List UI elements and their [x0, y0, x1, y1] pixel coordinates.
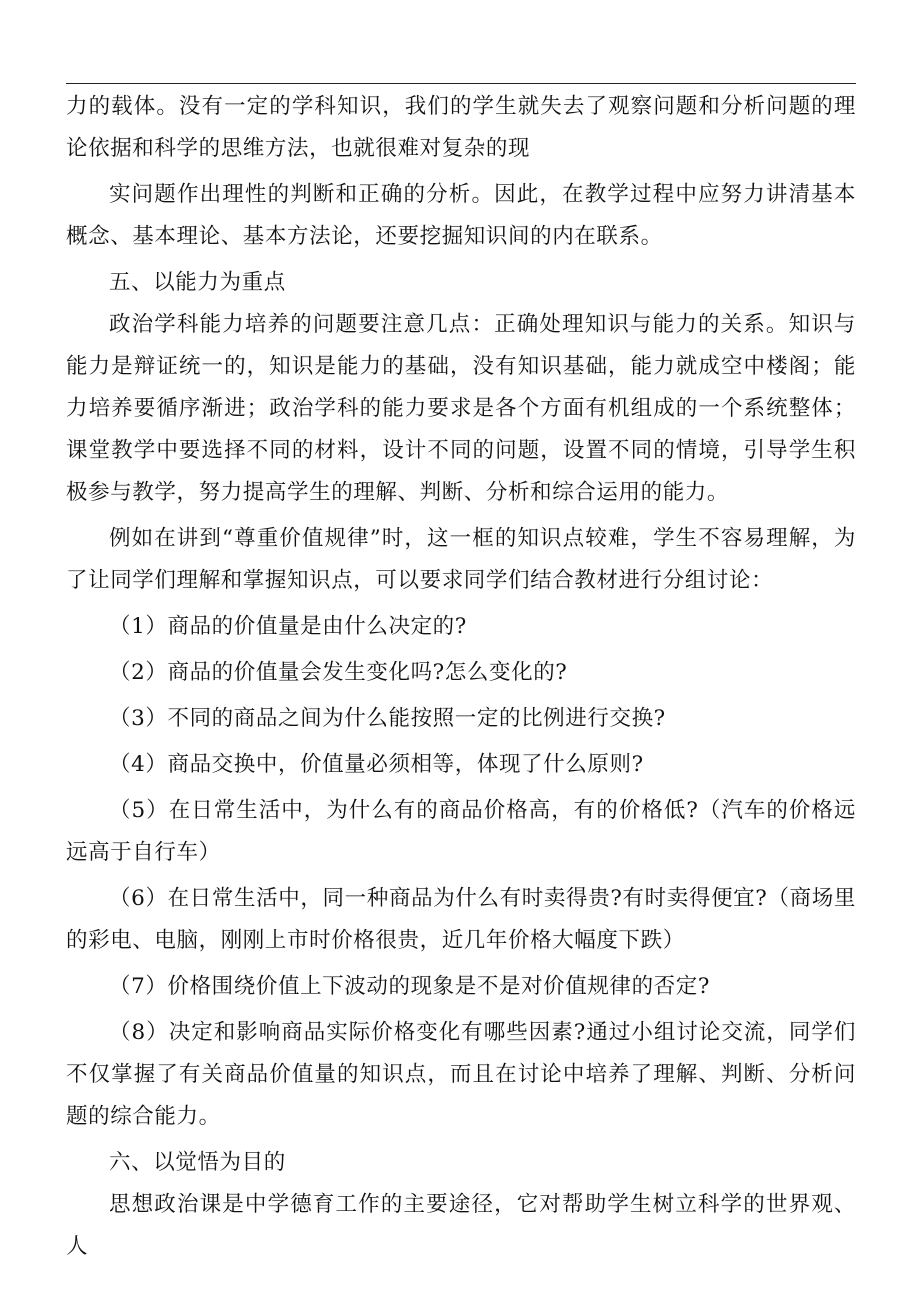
section-heading-five: 五、以能力为重点 — [109, 270, 286, 295]
question-item: （8）决定和影响商品实际价格变化有哪些因素?通过小组讨论交流，同学们不仅掌握了有关商品价值量的知识点，而且在讨论中培养了理解、判断、分析问题的综合能力。 — [66, 1020, 856, 1129]
paragraph-ability: 政治学科能力培养的问题要注意几点：正确处理知识与能力的关系。知识与能力是辩证统一的，知识是能力的基础，没有知识基础，能力就成空中楼阁；能力培养要循序渐进；政治学科的能力要求是各个方面有机组成的一个系统整体；课堂教学中要选择不同的材料，设计不同的问题，设置不同的情境，引导学生积极参与教学，努力提高学生的理解、判断、分析和综合运用的能力。 — [66, 312, 856, 505]
paragraph-continuation: 力的载体。没有一定的学科知识，我们的学生就失去了观察问题和分析问题的理论依据和科学的思维方法，也就很难对复杂的现 — [66, 94, 856, 161]
paragraph-example: 例如在讲到“尊重价值规律”时，这一框的知识点较难，学生不容易理解，为了让同学们理解和掌握知识点，可以要求同学们结合教材进行分组讨论： — [66, 526, 856, 593]
question-item: （7）价格围绕价值上下波动的现象是不是对价值规律的否定? — [109, 974, 711, 999]
paragraph-awareness: 思想政治课是中学德育工作的主要途径，它对帮助学生树立科学的世界观、人 — [66, 1192, 856, 1259]
question-item: （2）商品的价值量会发生变化吗?怎么变化的? — [109, 660, 568, 685]
question-item: （5）在日常生活中，为什么有的商品价格高，有的价格低?（汽车的价格远远高于自行车） — [66, 798, 856, 865]
document-body — [66, 86, 856, 1268]
question-item: （3）不同的商品之间为什么能按照一定的比例进行交换? — [109, 706, 666, 731]
question-item: （1）商品的价值量是由什么决定的? — [109, 614, 467, 639]
paragraph-knowledge: 实问题作出理性的判断和正确的分析。因此，在教学过程中应努力讲清基本概念、基本理论、基本方法论，还要挖掘知识间的内在联系。 — [66, 182, 856, 249]
question-item: （4）商品交换中，价值量必须相等，体现了什么原则? — [109, 752, 644, 777]
question-item: （6）在日常生活中，同一种商品为什么有时卖得贵?有时卖得便宜?（商场里的彩电、电脑，刚刚上市时价格很贵，近几年价格大幅度下跌） — [66, 886, 856, 953]
section-heading-six: 六、以觉悟为目的 — [109, 1150, 286, 1175]
header-rule — [66, 83, 856, 84]
